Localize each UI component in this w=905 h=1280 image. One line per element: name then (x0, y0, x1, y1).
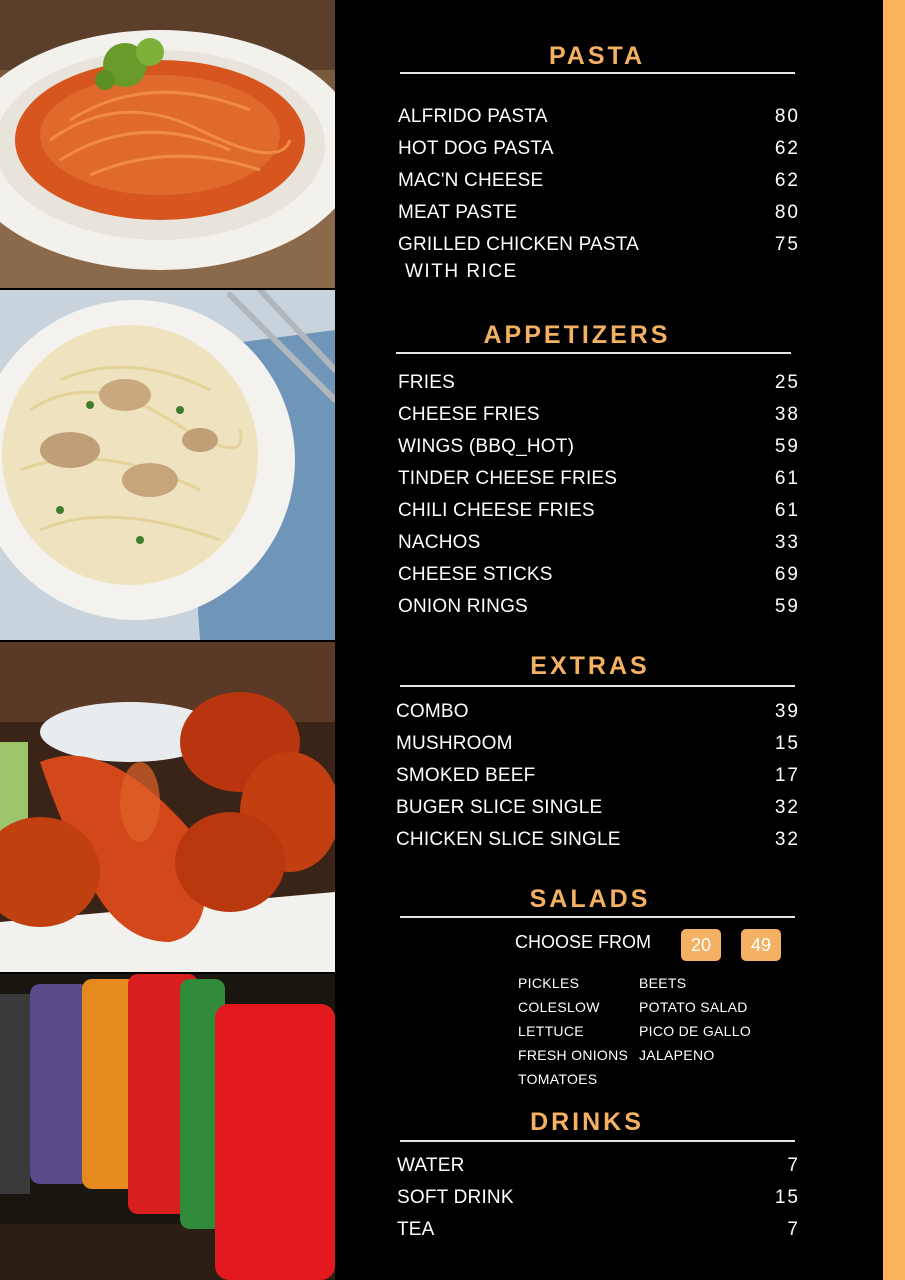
menu-item-name: NACHOS (398, 532, 481, 553)
menu-item-price: 59 (774, 596, 800, 617)
menu-item-price: 7 (787, 1219, 800, 1240)
appetizers-title: APPETIZERS (483, 321, 671, 349)
salad-option: FRESH ONIONS (518, 1047, 629, 1063)
drinks-title: DRINKS (530, 1108, 644, 1136)
choose-from-label: CHOOSE FROM (515, 932, 652, 952)
menu-item-name: TINDER CHEESE FRIES (398, 468, 618, 489)
extras-title: EXTRAS (530, 652, 650, 680)
menu-item-name: FRIES (398, 372, 455, 393)
menu-item-price: 75 (774, 234, 800, 255)
salads-title: SALADS (529, 885, 651, 913)
salad-option: TOMATOES (518, 1071, 598, 1087)
menu-item-name: TEA (397, 1219, 435, 1240)
menu-item-name: ALFRIDO PASTA (398, 106, 548, 127)
spaghetti-photo (0, 0, 335, 288)
salad-price-badge: 49 (741, 929, 781, 961)
menu-item-price: 15 (774, 733, 800, 754)
menu-item-name: WINGS (BBQ_HOT) (398, 436, 575, 457)
menu-item-price: 32 (774, 797, 800, 818)
salad-option: LETTUCE (518, 1023, 584, 1039)
salad-option: COLESLOW (518, 999, 600, 1015)
salad-option: JALAPENO (639, 1047, 715, 1063)
menu-item-price: 32 (774, 829, 800, 850)
menu-panel (335, 0, 883, 1280)
menu-item-price: 62 (774, 138, 800, 159)
menu-item-price: 61 (774, 500, 800, 521)
menu-item-name: CHEESE FRIES (398, 404, 540, 425)
menu-item-price: 7 (787, 1155, 800, 1176)
photo-column (0, 0, 335, 1280)
salad-option: PICKLES (518, 975, 580, 991)
menu-item-price: 25 (774, 372, 800, 393)
menu-item-name-continued: WITH RICE (405, 261, 518, 282)
menu-item-price: 61 (774, 468, 800, 489)
menu-item-price: 39 (774, 701, 800, 722)
salad-option: PICO DE GALLO (639, 1023, 752, 1039)
menu-item-price: 62 (774, 170, 800, 191)
extras-divider (400, 685, 795, 687)
menu-item-price: 80 (774, 202, 800, 223)
menu-item-name: MUSHROOM (396, 733, 513, 754)
menu-item-name: WATER (397, 1155, 465, 1176)
alfredo-photo (0, 290, 335, 640)
pasta-divider (400, 72, 795, 74)
menu-item-name: CHICKEN SLICE SINGLE (396, 829, 621, 850)
menu-item-name: ONION RINGS (398, 596, 528, 617)
menu-item-price: 17 (774, 765, 800, 786)
menu-item-price: 69 (774, 564, 800, 585)
menu-item-name: HOT DOG PASTA (398, 138, 554, 159)
menu-item-name: CHILI CHEESE FRIES (398, 500, 595, 521)
salad-option: POTATO SALAD (639, 999, 748, 1015)
menu-item-name: SMOKED BEEF (396, 765, 536, 786)
menu-item-name: GRILLED CHICKEN PASTA (398, 234, 640, 255)
appetizers-divider (396, 352, 791, 354)
menu-item-name: BUGER SLICE SINGLE (396, 797, 603, 818)
menu-item-name: SOFT DRINK (397, 1187, 514, 1208)
menu-item-name: MAC'N CHEESE (398, 170, 544, 191)
menu-item-name: COMBO (396, 701, 469, 722)
drinks-photo (0, 974, 335, 1280)
salad-option: BEETS (639, 975, 687, 991)
salads-divider (400, 916, 795, 918)
menu-item-price: 15 (774, 1187, 800, 1208)
pasta-title: PASTA (548, 42, 646, 70)
menu-item-price: 33 (774, 532, 800, 553)
salad-price-badge: 20 (681, 929, 721, 961)
drinks-divider (400, 1140, 795, 1142)
wings-photo (0, 642, 335, 972)
menu-item-name: CHEESE STICKS (398, 564, 553, 585)
menu-item-name: MEAT PASTE (398, 202, 518, 223)
menu-item-price: 38 (774, 404, 800, 425)
accent-stripe (883, 0, 905, 1280)
menu-item-price: 80 (774, 106, 800, 127)
menu-item-price: 59 (774, 436, 800, 457)
